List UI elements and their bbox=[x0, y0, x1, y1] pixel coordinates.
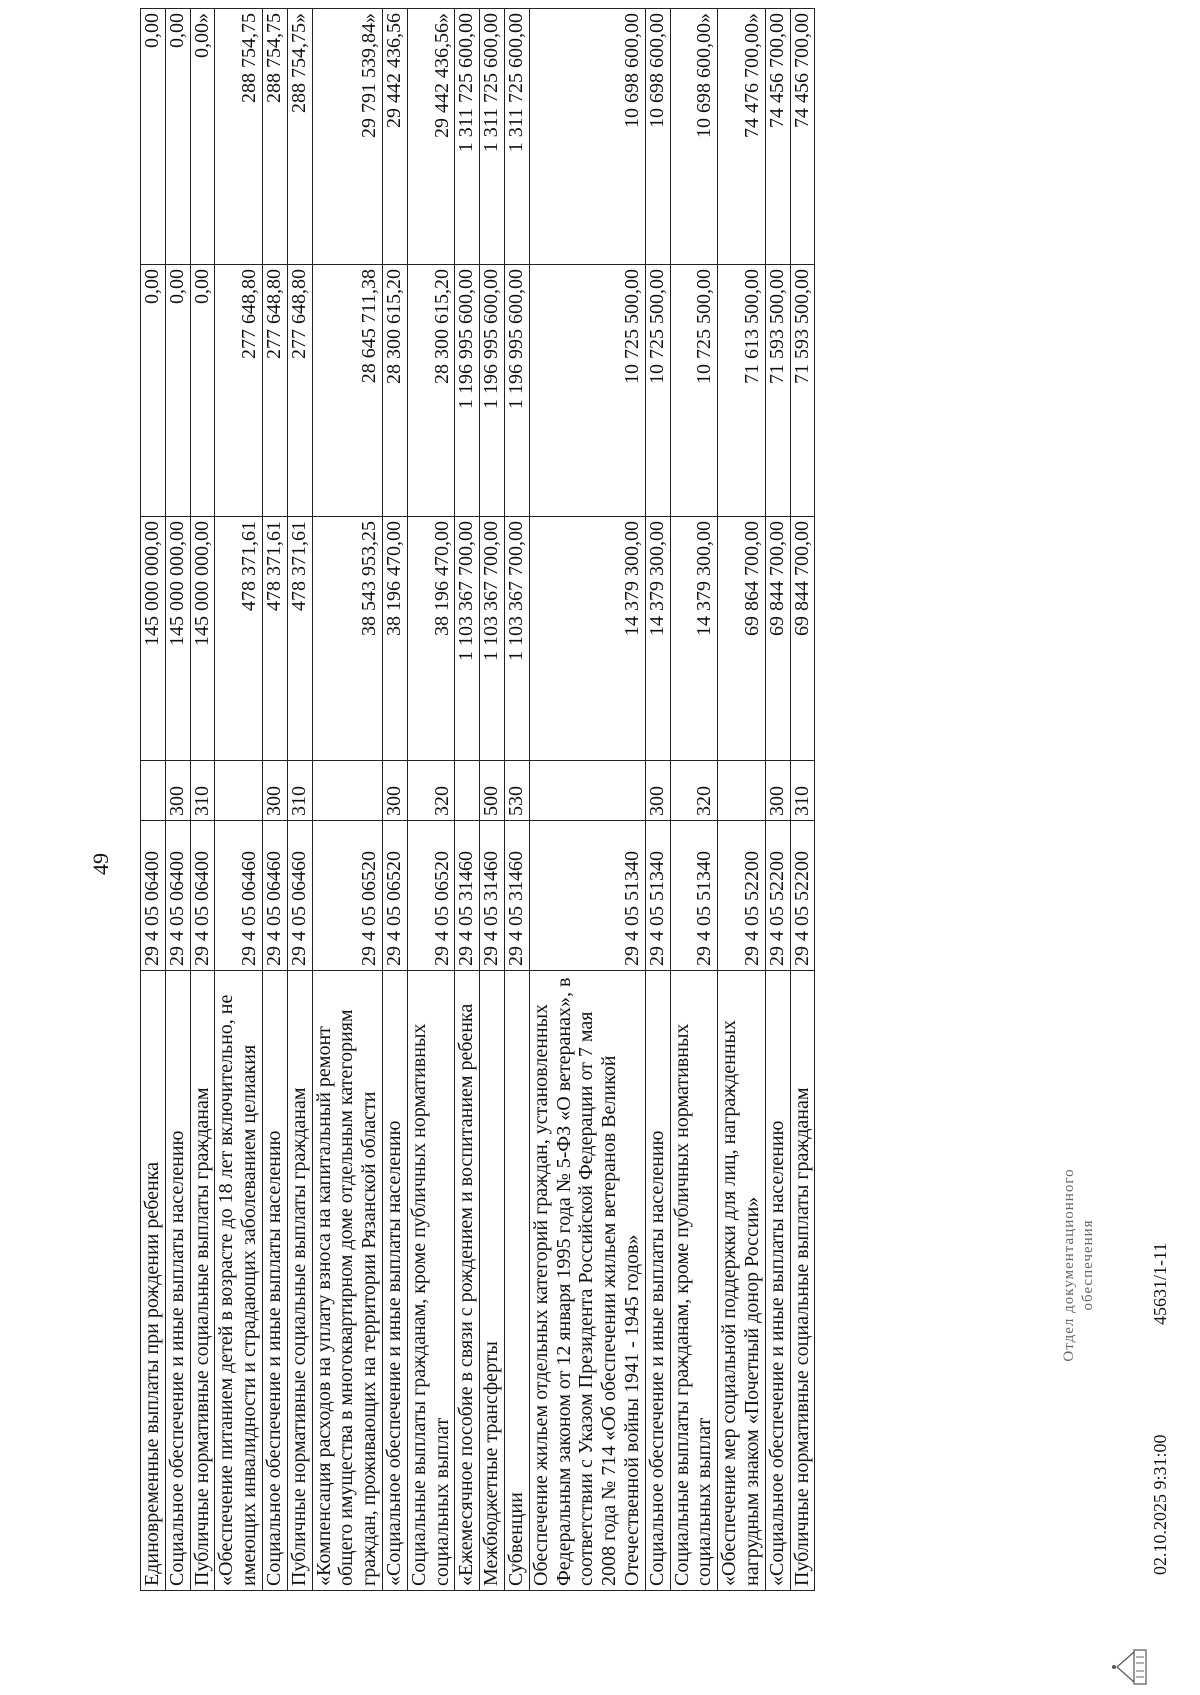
row-name: Публичные нормативные социальные выплаты гражданам bbox=[287, 971, 312, 1591]
row-amount-2026: 10 725 500,00 bbox=[670, 265, 718, 517]
row-name: «Ежемесячное пособие в связи с рождением и воспитанием ребенка bbox=[455, 971, 480, 1591]
row-amount-2025: 14 379 300,00 bbox=[670, 517, 718, 761]
coat-of-arms-icon bbox=[1110, 1647, 1150, 1687]
row-vr bbox=[141, 761, 166, 821]
row-name: Публичные нормативные социальные выплаты гражданам bbox=[190, 971, 215, 1591]
row-amount-2025: 14 379 300,00 bbox=[645, 517, 670, 761]
table-row bbox=[504, 9, 529, 1591]
row-amount-2026: 0,00 bbox=[190, 265, 215, 517]
row-code: 29 4 05 52200 bbox=[718, 821, 766, 971]
row-name: Межбюджетные трансферты bbox=[480, 971, 505, 1591]
row-code: 29 4 05 06400 bbox=[165, 821, 190, 971]
table-row bbox=[455, 9, 480, 1591]
row-vr: 300 bbox=[765, 761, 790, 821]
row-code: 29 4 05 31460 bbox=[480, 821, 505, 971]
row-name: «Обеспечение питанием детей в возрасте до 18 лет включительно, не имеющих инвалидности и страдающих заболеванием целиакия bbox=[215, 971, 263, 1591]
row-code: 29 4 05 06400 bbox=[190, 821, 215, 971]
row-amount-2025: 69 844 700,00 bbox=[765, 517, 790, 761]
row-amount-2027: 1 311 725 600,00 bbox=[455, 9, 480, 265]
row-name: «Социальное обеспечение и иные выплаты населению bbox=[765, 971, 790, 1591]
row-code: 29 4 05 06520 bbox=[407, 821, 455, 971]
table-row bbox=[312, 9, 382, 1591]
row-amount-2026: 10 725 500,00 bbox=[529, 265, 645, 517]
row-amount-2025: 14 379 300,00 bbox=[529, 517, 645, 761]
budget-table-body bbox=[141, 9, 815, 1591]
table-row bbox=[765, 9, 790, 1591]
row-amount-2025: 69 844 700,00 bbox=[790, 517, 815, 761]
footer-date: 02.10.2025 9:31:00 bbox=[1150, 1434, 1170, 1575]
row-vr: 500 bbox=[480, 761, 505, 821]
row-amount-2027: 1 311 725 600,00 bbox=[504, 9, 529, 265]
row-vr bbox=[529, 761, 645, 821]
row-name: Социальные выплаты гражданам, кроме публичных нормативных социальных выплат bbox=[670, 971, 718, 1591]
row-amount-2027: 10 698 600,00 bbox=[529, 9, 645, 265]
row-amount-2027: 288 754,75 bbox=[215, 9, 263, 265]
row-amount-2026: 1 196 995 600,00 bbox=[480, 265, 505, 517]
row-code: 29 4 05 31460 bbox=[455, 821, 480, 971]
row-amount-2027: 288 754,75 bbox=[262, 9, 287, 265]
row-code: 29 4 05 06460 bbox=[287, 821, 312, 971]
budget-table bbox=[140, 8, 815, 1591]
row-amount-2025: 145 000 000,00 bbox=[165, 517, 190, 761]
row-amount-2026: 0,00 bbox=[165, 265, 190, 517]
row-vr: 300 bbox=[262, 761, 287, 821]
row-name: Социальные выплаты гражданам, кроме публичных нормативных социальных выплат bbox=[407, 971, 455, 1591]
row-code: 29 4 05 06460 bbox=[215, 821, 263, 971]
table-row bbox=[790, 9, 815, 1591]
row-amount-2026: 1 196 995 600,00 bbox=[504, 265, 529, 517]
row-vr: 310 bbox=[287, 761, 312, 821]
row-amount-2026: 10 725 500,00 bbox=[645, 265, 670, 517]
row-amount-2026: 28 645 711,38 bbox=[312, 265, 382, 517]
row-amount-2026: 1 196 995 600,00 bbox=[455, 265, 480, 517]
row-code: 29 4 05 52200 bbox=[765, 821, 790, 971]
row-vr: 300 bbox=[165, 761, 190, 821]
row-amount-2025: 38 196 470,00 bbox=[407, 517, 455, 761]
row-code: 29 4 05 51340 bbox=[529, 821, 645, 971]
row-code: 29 4 05 31460 bbox=[504, 821, 529, 971]
row-code: 29 4 05 06400 bbox=[141, 821, 166, 971]
row-amount-2027: 0,00» bbox=[190, 9, 215, 265]
row-code: 29 4 05 06520 bbox=[312, 821, 382, 971]
table-row bbox=[382, 9, 407, 1591]
row-vr: 320 bbox=[407, 761, 455, 821]
row-amount-2025: 1 103 367 700,00 bbox=[480, 517, 505, 761]
row-amount-2025: 38 196 470,00 bbox=[382, 517, 407, 761]
row-vr bbox=[215, 761, 263, 821]
row-amount-2026: 277 648,80 bbox=[215, 265, 263, 517]
row-amount-2026: 28 300 615,20 bbox=[407, 265, 455, 517]
row-amount-2027: 1 311 725 600,00 bbox=[480, 9, 505, 265]
table-row bbox=[529, 9, 645, 1591]
row-vr: 300 bbox=[645, 761, 670, 821]
row-amount-2025: 1 103 367 700,00 bbox=[504, 517, 529, 761]
row-amount-2027: 29 791 539,84» bbox=[312, 9, 382, 265]
page-number: 49 bbox=[88, 853, 113, 875]
registration-stamp bbox=[1060, 1135, 1098, 1395]
table-row bbox=[645, 9, 670, 1591]
table-row bbox=[480, 9, 505, 1591]
row-amount-2025: 145 000 000,00 bbox=[190, 517, 215, 761]
row-amount-2025: 478 371,61 bbox=[262, 517, 287, 761]
row-amount-2026: 28 300 615,20 bbox=[382, 265, 407, 517]
row-amount-2027: 10 698 600,00» bbox=[670, 9, 718, 265]
row-vr bbox=[312, 761, 382, 821]
table-row bbox=[287, 9, 312, 1591]
table-row bbox=[190, 9, 215, 1591]
row-vr: 320 bbox=[670, 761, 718, 821]
row-code: 29 4 05 51340 bbox=[670, 821, 718, 971]
row-amount-2027: 74 456 700,00 bbox=[790, 9, 815, 265]
table-row bbox=[165, 9, 190, 1591]
stamp-line-2: обеспечения bbox=[1079, 1219, 1096, 1311]
row-amount-2027: 29 442 436,56» bbox=[407, 9, 455, 265]
row-vr: 310 bbox=[190, 761, 215, 821]
row-vr: 300 bbox=[382, 761, 407, 821]
row-amount-2026: 277 648,80 bbox=[262, 265, 287, 517]
row-code: 29 4 05 52200 bbox=[790, 821, 815, 971]
table-row bbox=[215, 9, 263, 1591]
row-name: Единовременные выплаты при рождении ребенка bbox=[141, 971, 166, 1591]
table-row bbox=[670, 9, 718, 1591]
row-amount-2027: 74 476 700,00» bbox=[718, 9, 766, 265]
row-code: 29 4 05 06520 bbox=[382, 821, 407, 971]
row-amount-2025: 478 371,61 bbox=[215, 517, 263, 761]
row-amount-2027: 0,00 bbox=[165, 9, 190, 265]
row-amount-2026: 71 593 500,00 bbox=[790, 265, 815, 517]
row-name: Публичные нормативные социальные выплаты гражданам bbox=[790, 971, 815, 1591]
row-name: Обеспечение жильем отдельных категорий граждан, установленных Федеральным законом от 12 января 1995 года № 5-ФЗ «О ветеранах», в соответствии с Указом Президента Российской Федерации от 7 мая 2008 года № 714 «Об обеспечении жильем ветеранов Великой Отечественной войны 1941 - 1945 годов» bbox=[529, 971, 645, 1591]
row-amount-2025: 38 543 953,25 bbox=[312, 517, 382, 761]
row-name: «Социальное обеспечение и иные выплаты населению bbox=[382, 971, 407, 1591]
row-amount-2026: 71 613 500,00 bbox=[718, 265, 766, 517]
row-amount-2026: 0,00 bbox=[141, 265, 166, 517]
row-code: 29 4 05 51340 bbox=[645, 821, 670, 971]
row-amount-2025: 478 371,61 bbox=[287, 517, 312, 761]
row-name: Социальное обеспечение и иные выплаты населению bbox=[645, 971, 670, 1591]
row-amount-2027: 288 754,75» bbox=[287, 9, 312, 265]
row-name: Субвенции bbox=[504, 971, 529, 1591]
footer-doc-id: 45631/1-11 bbox=[1150, 1242, 1170, 1325]
row-vr: 530 bbox=[504, 761, 529, 821]
row-vr bbox=[455, 761, 480, 821]
row-name: «Компенсация расходов на уплату взноса на капитальный ремонт общего имущества в многоквартирном доме отдельным категориям граждан, проживающих на территории Рязанской области bbox=[312, 971, 382, 1591]
row-vr: 310 bbox=[790, 761, 815, 821]
row-code: 29 4 05 06460 bbox=[262, 821, 287, 971]
row-amount-2027: 10 698 600,00 bbox=[645, 9, 670, 265]
row-amount-2027: 74 456 700,00 bbox=[765, 9, 790, 265]
row-name: Социальное обеспечение и иные выплаты населению bbox=[165, 971, 190, 1591]
stamp-line-1: Отдел документационного bbox=[1061, 1168, 1077, 1362]
row-name: «Обеспечение мер социальной поддержки для лиц, награжденных нагрудным знаком «Почетный донор России» bbox=[718, 971, 766, 1591]
row-vr bbox=[718, 761, 766, 821]
row-amount-2026: 277 648,80 bbox=[287, 265, 312, 517]
table-row bbox=[262, 9, 287, 1591]
row-amount-2025: 145 000 000,00 bbox=[141, 517, 166, 761]
table-row bbox=[141, 9, 166, 1591]
row-amount-2027: 29 442 436,56 bbox=[382, 9, 407, 265]
row-amount-2025: 69 864 700,00 bbox=[718, 517, 766, 761]
table-row bbox=[407, 9, 455, 1591]
row-amount-2027: 0,00 bbox=[141, 9, 166, 265]
row-amount-2025: 1 103 367 700,00 bbox=[455, 517, 480, 761]
row-name: Социальное обеспечение и иные выплаты населению bbox=[262, 971, 287, 1591]
table-row bbox=[718, 9, 766, 1591]
row-amount-2026: 71 593 500,00 bbox=[765, 265, 790, 517]
